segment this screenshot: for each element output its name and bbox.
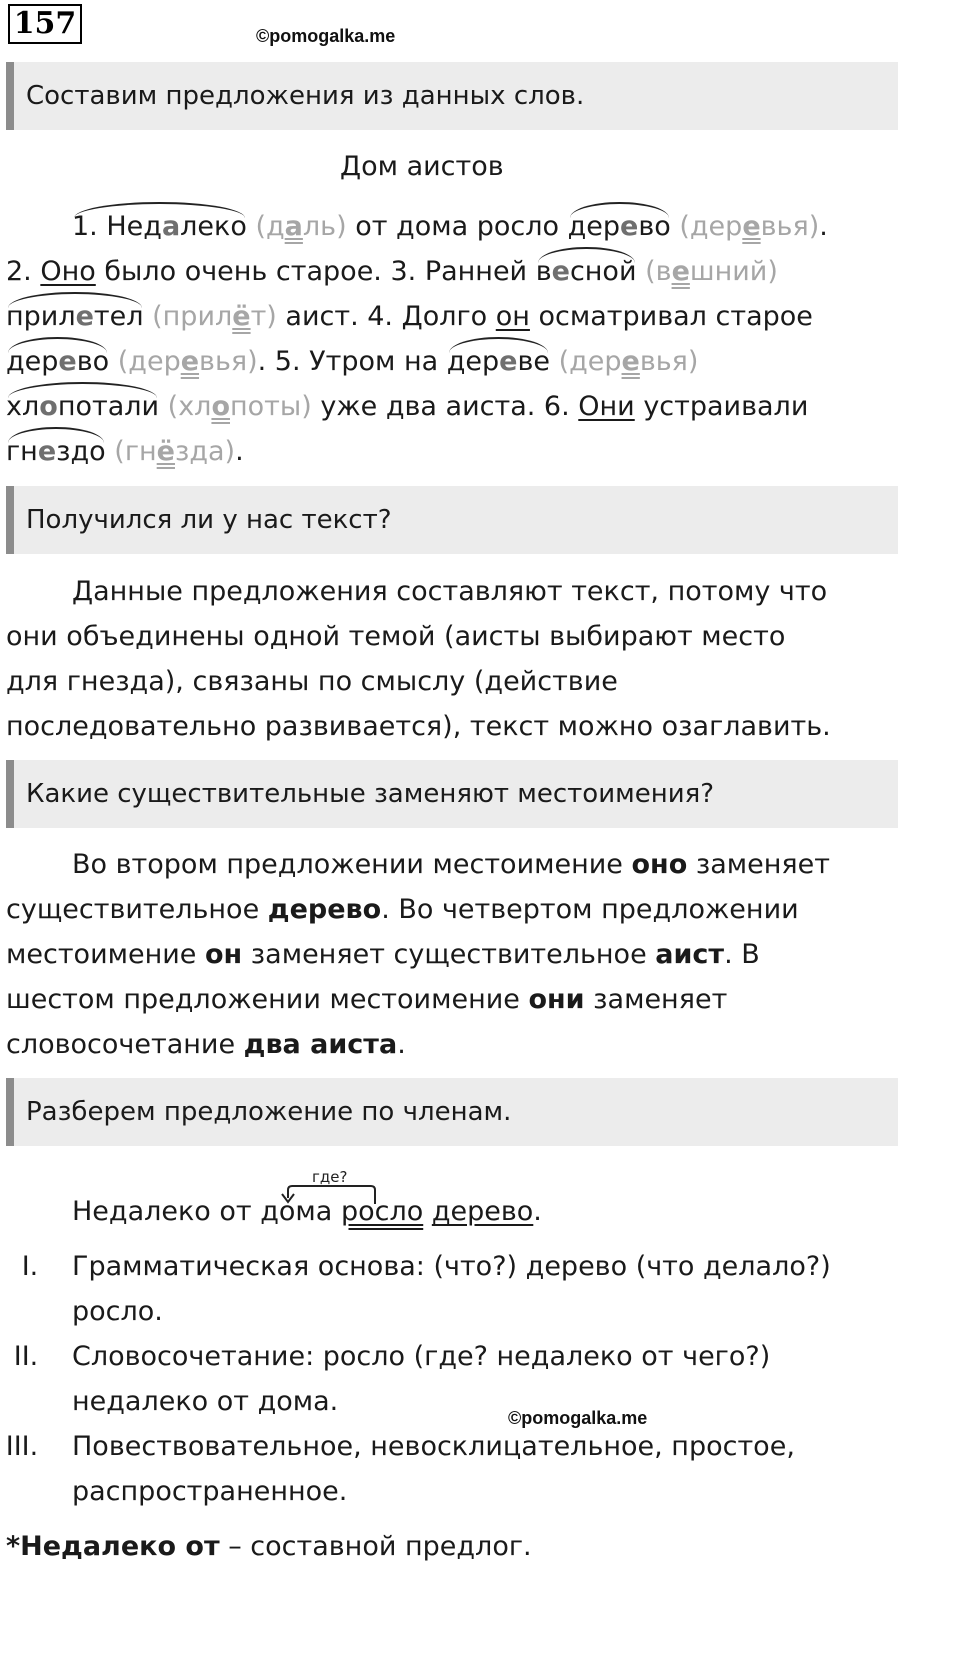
- text-line-5: хлопотали (хлопоты) уже два аиста. 6. Они устраивали: [6, 391, 809, 422]
- list-item-1-line-1: Грамматическая основа: (что?) дерево (что делало?): [72, 1251, 831, 1282]
- text-line-4: дерево (деревья). 5. Утром на дереве (деревья): [6, 346, 699, 377]
- word-nedaleko: 1. Недалеко: [72, 211, 247, 242]
- word-doma: дома: [260, 1196, 333, 1227]
- word-priletel: прилетел: [6, 301, 144, 332]
- word-dereve: дереве: [446, 346, 550, 377]
- text-line-2: 2. Оно было очень старое. 3. Ранней весной (вешний): [6, 256, 778, 287]
- question-where-label: где?: [312, 1168, 348, 1186]
- question-3: Какие существительные заменяют местоимения?: [26, 779, 715, 809]
- hint-veshniy: (вешний): [645, 256, 778, 287]
- hint-derevya-2: (деревья): [117, 346, 258, 377]
- hint-prilet: (прилёт): [152, 301, 277, 332]
- answer-2-line-3: для гнезда), связаны по смыслу (действие: [6, 666, 618, 697]
- list-item-2-line-2: недалеко от дома.: [72, 1386, 339, 1417]
- answer-2-line-2: они объединены одной темой (аисты выбирают место: [6, 621, 786, 652]
- list-item-2-line-1: Словосочетание: росло (где? недалеко от чего?): [72, 1341, 771, 1372]
- watermark-2: ©pomogalka.me: [508, 1408, 648, 1428]
- hint-gnezda: (гнёзда): [114, 436, 236, 467]
- list-item-3-line-1: Повествовательное, невосклицательное, простое,: [72, 1431, 795, 1462]
- question-bar-4: [6, 1078, 898, 1146]
- word-gnezdo: гнездо: [6, 436, 106, 467]
- list-roman-1: I.: [21, 1251, 39, 1282]
- hint-khlopoty: (хлопоты): [167, 391, 312, 422]
- text-title: Дом аистов: [340, 151, 504, 182]
- answer-3-line-2: существительное дерево. Во четвертом предложении: [6, 894, 799, 925]
- question-1: Составим предложения из данных слов.: [26, 81, 585, 111]
- subject-derevo: дерево: [431, 1196, 534, 1227]
- text-line-6: гнездо (гнёзда).: [6, 436, 244, 467]
- list-roman-3: III.: [5, 1431, 39, 1462]
- answer-3-line-1: Во втором предложении местоимение оно заменяет: [72, 849, 830, 880]
- question-bar-1: [6, 62, 898, 130]
- footnote: *Недалеко от – составной предлог.: [6, 1531, 532, 1562]
- answer-2-line-4: последовательно развивается), текст можно озаглавить.: [6, 711, 831, 742]
- question-4: Разберем предложение по членам.: [26, 1097, 512, 1127]
- list-item-3-line-2: распространенное.: [72, 1476, 348, 1507]
- hint-derevya: (деревья): [679, 211, 820, 242]
- hint-derevya-3: (деревья): [558, 346, 699, 377]
- watermark: ©pomogalka.me: [256, 26, 396, 46]
- question-bar-2: [6, 486, 898, 554]
- answer-3-line-4: шестом предложении местоимение они заменяет: [6, 984, 728, 1015]
- question-2: Получился ли у нас текст?: [26, 505, 392, 535]
- list-roman-2: II.: [13, 1341, 39, 1372]
- pronoun-oni: Они: [578, 391, 635, 422]
- task-number: 157: [8, 4, 82, 44]
- parsed-sentence: Недалеко от дома росло дерево.: [72, 1196, 542, 1227]
- word-vesnoy: весной: [535, 256, 637, 287]
- answer-3-line-3: местоимение он заменяет существительное аист. В: [6, 939, 760, 970]
- text-line-1: 1. Недалеко (даль) от дома росло дерево (деревья).: [72, 211, 828, 242]
- predicate-roslo: росло: [340, 1196, 424, 1227]
- text-line-3: прилетел (прилёт) аист. 4. Долго он осматривал старое: [6, 301, 813, 332]
- answer-2-line-1: Данные предложения составляют текст, потому что: [72, 576, 828, 607]
- list-item-1-line-2: росло.: [72, 1296, 163, 1327]
- question-bar-3: [6, 760, 898, 828]
- answer-3-line-5: словосочетание два аиста.: [6, 1029, 406, 1060]
- pronoun-on: он: [495, 301, 530, 332]
- hint-dal: (даль): [255, 211, 347, 242]
- pronoun-ono: Оно: [40, 256, 96, 287]
- word-khlopotali: хлопотали: [6, 391, 160, 422]
- word-derevo: дерево: [567, 211, 671, 242]
- word-derevo-2: дерево: [6, 346, 110, 377]
